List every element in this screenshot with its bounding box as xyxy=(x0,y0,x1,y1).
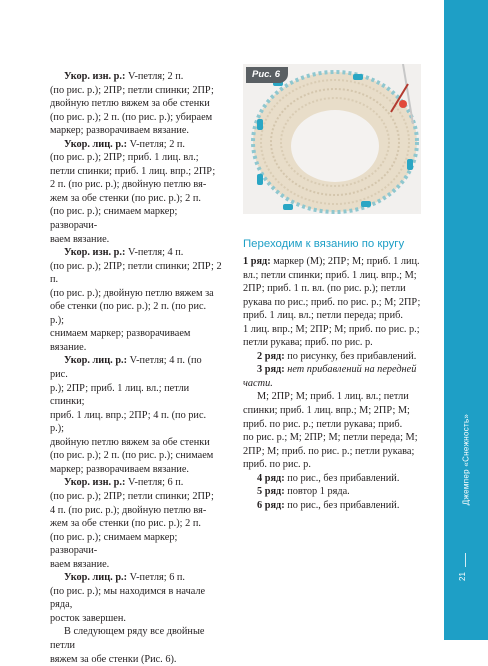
text-line: Укор. лиц. р.: V-петля; 2 п. xyxy=(64,138,185,150)
text-line: (по рис. р.); 2 п. (по рис. р.); снимаем xyxy=(50,450,214,462)
text-line: обе стенки (по рис. р.); 2 п. (по рис. р.); xyxy=(50,301,207,326)
text-line: (по рис. р.); снимаем маркер; разворачи- xyxy=(50,531,178,557)
text-line: Укор. изн. р.: V-петля; 4 п. xyxy=(64,247,184,259)
text-line: ваем вязание. xyxy=(50,558,110,570)
text-line: приб. 1 лиц. вл.; петли переда; приб. xyxy=(243,310,403,322)
text-line: 2 п. (по рис. р.); двойную петлю вя- xyxy=(50,179,207,191)
text-line: Укор. изн. р.: V-петля; 2 п. xyxy=(64,71,184,82)
knitting-photo xyxy=(243,64,421,214)
text-line: приб. по рис. р.; петли рукава; приб. xyxy=(243,418,403,430)
text-line: В следующем ряду все двойные петли xyxy=(50,626,205,651)
text-line: снимаем маркер; разворачиваем вязание. xyxy=(50,328,191,353)
text-line: вяжем за обе стенки (Рис. 6). xyxy=(50,653,177,665)
text-line: 6 ряд: по рис., без прибавлений. xyxy=(257,499,400,511)
sidebar-band xyxy=(444,0,488,640)
text-line: 1 ряд: маркер (М); 2ПР; М; приб. 1 лиц. xyxy=(243,256,420,267)
page-number: 21 xyxy=(457,572,467,581)
text-line: 3 ряд: нет прибавлений на передней xyxy=(257,364,417,376)
text-line: рукава по рис.; приб. по рис. р.; М; 2ПР; xyxy=(243,296,421,308)
running-title: Джемпер «Снежность» xyxy=(461,413,471,506)
text-line: (по рис. р.); 2ПР; петли спинки; 2ПР; 2 п. xyxy=(50,260,222,286)
text-line: Укор. лиц. р.: V-петля; 4 п. (по рис. xyxy=(50,355,202,381)
text-line: двойную петлю вяжем за обе стенки xyxy=(50,436,210,448)
text-line: росток завершен. xyxy=(50,612,126,624)
text-line: (по рис. р.); снимаем маркер; разворачи- xyxy=(50,206,178,232)
text-line: 2 ряд: по рисунку, без прибавлений. xyxy=(257,350,417,362)
text-line: приб. по рис. р. xyxy=(243,459,311,471)
text-line: петли спинки; приб. 1 лиц. впр.; 2ПР; xyxy=(50,165,216,177)
text-line: части. xyxy=(243,377,273,389)
left-column xyxy=(50,70,222,666)
text-line: (по рис. р.); мы находимся в начале ряда, xyxy=(50,585,206,611)
text-line: (по рис. р.); 2 п. (по рис. р.); убираем xyxy=(50,111,213,123)
figure-caption: Рис. 6 xyxy=(246,67,288,83)
section-heading: Переходим к вязанию по кругу xyxy=(243,238,405,250)
text-line: петли рукава; приб. по рис. р. xyxy=(243,337,373,349)
text-line: двойную петлю вяжем за обе стенки xyxy=(50,98,210,110)
text-line: (по рис. р.); 2ПР; приб. 1 лиц. вл.; xyxy=(50,152,199,164)
text-line: р.); 2ПР; приб. 1 лиц. вл.; петли спинки; xyxy=(50,382,190,408)
text-line: 2ПР; М; приб. по рис. р.; петли рукава; xyxy=(243,445,415,457)
text-line: 5 ряд: повтор 1 ряда. xyxy=(257,486,350,498)
text-line: приб. 1 лиц. впр.; 2ПР; 4 п. (по рис. р.); xyxy=(50,409,207,435)
text-line: 4 п. (по рис. р.); двойную петлю вя- xyxy=(50,504,207,516)
text-line: (по рис. р.); 2ПР; петли спинки; 2ПР; xyxy=(50,490,214,502)
text-line: 1 лиц. впр.; М; 2ПР; М; приб. по рис. р.; xyxy=(243,323,420,335)
text-line: Укор. лиц. р.: V-петля; 6 п. xyxy=(64,572,185,584)
text-line: маркер; разворачиваем вязание. xyxy=(50,125,190,137)
text-line: маркер; разворачиваем вязание. xyxy=(50,463,190,475)
text-line: ваем вязание. xyxy=(50,233,110,245)
knitted-yoke-illustration xyxy=(243,64,421,214)
divider xyxy=(465,553,466,567)
text-line: жем за обе стенки (по рис. р.); 2 п. xyxy=(50,518,201,530)
right-column xyxy=(243,237,425,512)
text-line: по рис. р.; М; 2ПР; М; петли переда; М; xyxy=(243,432,418,444)
text-line: Укор. изн. р.: V-петля; 6 п. xyxy=(64,477,184,489)
text-line: (по рис. р.); двойную петлю вяжем за xyxy=(50,287,214,299)
text-line: 4 ряд: по рис., без прибавлений. xyxy=(257,472,400,484)
text-line: М; 2ПР; М; приб. 1 лиц. вл.; петли xyxy=(257,391,409,403)
text-line: жем за обе стенки (по рис. р.); 2 п. xyxy=(50,192,201,204)
text-line: 2ПР; приб. 1 п. вл. (по рис. р.); петли xyxy=(243,283,406,295)
text-line: спинки; приб. 1 лиц. впр.; М; 2ПР; М; xyxy=(243,405,410,417)
text-line: (по рис. р.); 2ПР; петли спинки; 2ПР; xyxy=(50,84,214,96)
text-line: вл.; петли спинки; приб. 1 лиц. впр.; М; xyxy=(243,269,417,281)
